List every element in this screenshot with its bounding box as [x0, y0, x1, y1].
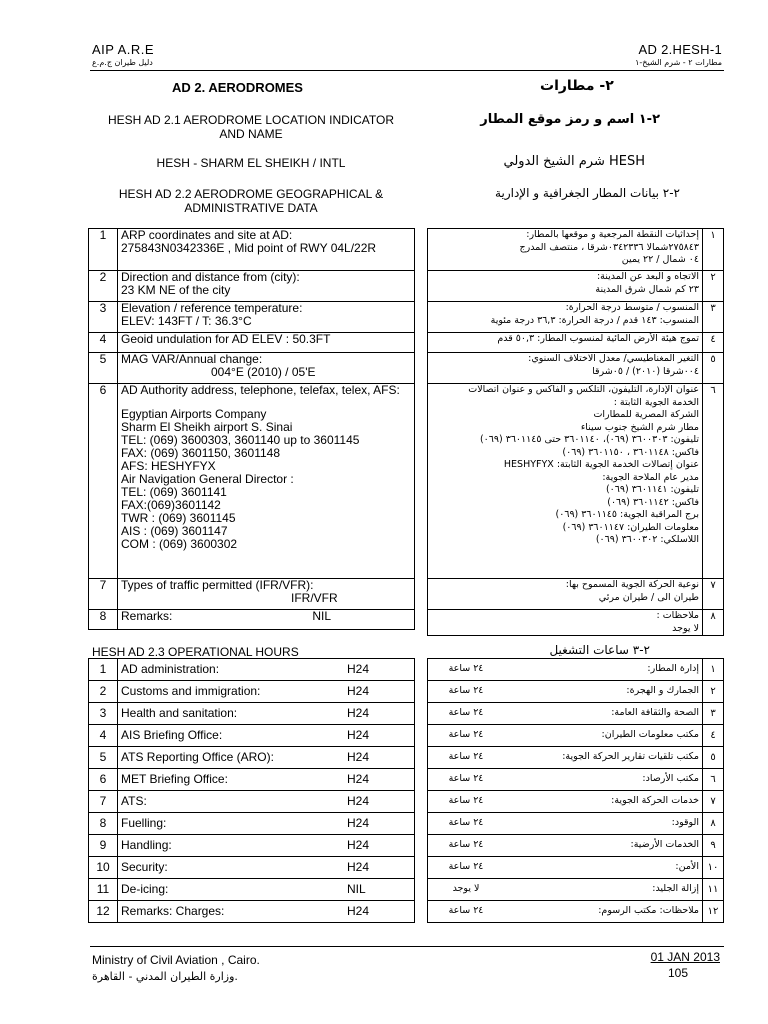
hours-row: [89, 659, 415, 681]
hours-number: 5: [89, 747, 118, 769]
row-line: Air Navigation General Director :: [121, 472, 294, 486]
row-line-arabic: تليفون: ٣٦٠٠٣٠٣ (٠٦٩)، ٣٦٠١١٤٠ حتى ٣٦٠١١٤٥ (٠٦٩): [479, 434, 699, 445]
row-line-arabic: مطار شرم الشيخ جنوب سيناء: [580, 421, 699, 433]
row-number: 2: [89, 271, 118, 302]
row-line-arabic: ٢٧٥٨٤٣شمالا ٠٣٤٢٣٣٦شرقا ، منتصف المدرج: [519, 241, 699, 253]
row-line-arabic: عنوان إتصالات الخدمة الجوية الثابتة: HESHYFYX: [503, 459, 699, 470]
row-number: 7: [89, 579, 118, 610]
geo-row-arabic: [428, 384, 724, 579]
hours-value-arabic: ٢٤ ساعة: [428, 681, 505, 703]
footer-rule: [90, 946, 724, 947]
hours-service: ATS Reporting Office (ARO):: [121, 750, 274, 764]
hours-row: [89, 813, 415, 835]
hours-number: 10: [89, 857, 118, 879]
page-number: 105: [667, 966, 688, 980]
hours-service-arabic: خدمات الحركة الجوية:: [504, 791, 703, 813]
hours-number-arabic: ٨: [703, 813, 724, 835]
row-line: Remarks:: [121, 609, 173, 623]
hours-number: 3: [89, 703, 118, 725]
hours-number-arabic: ٧: [703, 791, 724, 813]
row-line-arabic: ملاحظات :: [656, 610, 699, 621]
hours-value: NIL: [347, 882, 366, 896]
hours-value-arabic: ٢٤ ساعة: [428, 813, 505, 835]
row-text-arabic: [428, 333, 703, 353]
header-right: AD 2.HESH-1: [638, 42, 722, 57]
row-line-arabic: لا يوجد: [672, 622, 699, 634]
hours-service: Security:: [121, 860, 168, 874]
row-line: AD Authority address, telephone, telefax, telex, AFS:: [121, 383, 400, 397]
row-line: AIS : (069) 3601147: [121, 524, 228, 538]
hours-service: Fuelling:: [121, 816, 167, 830]
row-line: Direction and distance from (city):: [121, 270, 300, 284]
hours-label: [118, 835, 415, 857]
row-number: 8: [89, 610, 118, 630]
hours-service-arabic: إدارة المطار:: [504, 659, 703, 681]
row-line: FAX: (069) 3601150, 3601148: [121, 446, 281, 460]
geo-row-arabic: [428, 610, 724, 636]
row-line: COM : (069) 3600302: [121, 537, 238, 551]
hours-value-arabic: ٢٤ ساعة: [428, 659, 505, 681]
row-line-arabic: ٠٠٤شرقا (٢٠١٠) / ٠٥شرقا: [592, 365, 699, 377]
geo-row-arabic: [428, 333, 724, 353]
hours-value: H24: [347, 684, 370, 698]
hours-value: H24: [347, 794, 370, 808]
row-number: 3: [89, 302, 118, 333]
row-text-arabic: [428, 353, 703, 384]
header-rule: [90, 70, 724, 71]
hours-row-arabic: [428, 703, 724, 725]
geo-admin-table: [88, 228, 415, 630]
footer-date: 01 JAN 2013: [650, 950, 720, 964]
row-line: ELEV: 143FT / T: 36.3°C: [121, 314, 252, 328]
hours-service: Customs and immigration:: [121, 684, 261, 698]
row-line-arabic: اللاسلكي: ٣٦٠٠٣٠٢ (٠٦٩): [595, 534, 699, 545]
hours-value-arabic: ٢٤ ساعة: [428, 835, 505, 857]
row-line-arabic: تموج هيئة الأرض المائية لمنسوب المطار: ٥٠,٣ قدم: [497, 333, 699, 344]
row-text-arabic: [428, 610, 703, 636]
hours-row-arabic: [428, 901, 724, 923]
hours-row-arabic: [428, 813, 724, 835]
hours-value-arabic: لا يوجد: [428, 879, 505, 901]
row-line: 004°E (2010) / 05'E: [211, 365, 316, 379]
row-line: 23 KM NE of the city: [121, 283, 231, 297]
row-text: [118, 333, 415, 353]
row-number-arabic: ٥: [703, 353, 724, 384]
hours-label: [118, 813, 415, 835]
geo-row-arabic: [428, 229, 724, 271]
row-text: [118, 229, 415, 271]
row-text-arabic: [428, 271, 703, 302]
hours-number-arabic: ٥: [703, 747, 724, 769]
row-line: NIL: [312, 609, 332, 623]
hours-value: H24: [347, 728, 370, 742]
row-text-arabic: [428, 229, 703, 271]
hours-number: 2: [89, 681, 118, 703]
section-2-1-title-line2: AND NAME: [219, 127, 283, 141]
row-number: 4: [89, 333, 118, 353]
row-line: Geoid undulation for AD ELEV : 50.3FT: [121, 332, 331, 346]
row-text: [118, 302, 415, 333]
operational-hours-table: [88, 658, 415, 923]
row-line: FAX:(069)3601142: [121, 498, 221, 512]
hours-value-arabic: ٢٤ ساعة: [428, 901, 505, 923]
geo-row-arabic: [428, 271, 724, 302]
row-number: 1: [89, 229, 118, 271]
row-line: Types of traffic permitted (IFR/VFR):: [121, 578, 314, 592]
geo-row: [89, 610, 415, 630]
hours-value: H24: [347, 750, 370, 764]
hours-row-arabic: [428, 835, 724, 857]
hours-service: MET Briefing Office:: [121, 772, 228, 786]
hours-value-arabic: ٢٤ ساعة: [428, 747, 505, 769]
hours-number-arabic: ٢: [703, 681, 724, 703]
row-text-arabic: [428, 302, 703, 333]
hours-number: 7: [89, 791, 118, 813]
row-line-arabic: ٠٤ شمال / ٢٢ يمين: [621, 254, 699, 265]
row-line: MAG VAR/Annual change:: [121, 352, 263, 366]
hours-label: [118, 725, 415, 747]
row-number-arabic: ٦: [703, 384, 724, 579]
row-number-arabic: ٢: [703, 271, 724, 302]
row-line-arabic: فاكس: ٣٦٠١١٤٨ ، ٣٦٠١١٥٠ (٠٦٩): [562, 446, 699, 458]
hours-label: [118, 769, 415, 791]
hours-service: AD administration:: [121, 662, 220, 676]
hours-row: [89, 901, 415, 923]
hours-value-arabic: ٢٤ ساعة: [428, 791, 505, 813]
section-2-1-title-line1: HESH AD 2.1 AERODROME LOCATION INDICATOR: [107, 113, 395, 127]
hours-label: [118, 703, 415, 725]
hours-service-arabic: الجمارك و الهجرة:: [504, 681, 703, 703]
row-number-arabic: ٨: [703, 610, 724, 636]
hours-number-arabic: ١٢: [703, 901, 724, 923]
row-number-arabic: ٤: [703, 333, 724, 353]
row-number-arabic: ١: [703, 229, 724, 271]
hours-number: 8: [89, 813, 118, 835]
hours-label: [118, 791, 415, 813]
geo-row-arabic: [428, 302, 724, 333]
row-line: TWR : (069) 3601145: [121, 511, 236, 525]
hours-row-arabic: [428, 857, 724, 879]
hours-value: H24: [347, 706, 370, 720]
section-2-2-title-line1: HESH AD 2.2 AERODROME GEOGRAPHICAL &: [118, 187, 384, 201]
header-left: AIP A.R.E: [92, 42, 155, 57]
hours-row: [89, 857, 415, 879]
row-line-arabic: برج المراقبة الجوية: ٣٦٠١١٤٥ (٠٦٩): [555, 509, 699, 520]
aerodrome-name: HESH - SHARM EL SHEIKH / INTL: [156, 156, 346, 170]
footer-ministry: Ministry of Civil Aviation , Cairo.: [92, 953, 260, 967]
hours-label: [118, 681, 415, 703]
section-2-1-title: [92, 113, 410, 141]
row-line-arabic: عنوان الإدارة، التليفون، التلكس و الفاكس و عنوان اتصالات: [468, 384, 699, 395]
hours-value: H24: [347, 838, 370, 852]
hours-service-arabic: مكتب الأرصاد:: [504, 769, 703, 791]
hours-row: [89, 835, 415, 857]
hours-row: [89, 725, 415, 747]
row-line: Sharm El Sheikh airport S. Sinai: [121, 420, 293, 434]
row-line-arabic: الاتجاه و البعد عن المدينة:: [596, 271, 699, 282]
hours-value: H24: [347, 662, 370, 676]
geo-row: [89, 271, 415, 302]
row-line-arabic: ٢٣ كم شمال شرق المدينة: [595, 283, 699, 295]
geo-row: [89, 579, 415, 610]
hours-number: 6: [89, 769, 118, 791]
hours-row: [89, 769, 415, 791]
page-title: AD 2. AERODROMES: [172, 80, 303, 95]
row-line-arabic: المنسوب: ١٤٣ قدم / درجة الحرارة: ٣٦,٣ درجة مئوية: [490, 314, 699, 326]
row-line-arabic: الشركة المصرية للمطارات: [593, 409, 699, 420]
hours-row-arabic: [428, 747, 724, 769]
hours-number-arabic: ٦: [703, 769, 724, 791]
header-right-arabic: مطارات ٢ - شرم الشيخ-١: [635, 58, 722, 67]
row-number-arabic: ٣: [703, 302, 724, 333]
hours-number: 9: [89, 835, 118, 857]
section-2-3-title: HESH AD 2.3 OPERATIONAL HOURS: [92, 645, 299, 659]
section-2-3-title-arabic: ٢-٣ ساعات التشغيل: [549, 643, 650, 657]
row-line: 275843N0342336E , Mid point of RWY 04L/22R: [121, 241, 377, 255]
hours-number: 1: [89, 659, 118, 681]
row-text: [118, 610, 415, 630]
hours-row-arabic: [428, 725, 724, 747]
hours-label: [118, 901, 415, 923]
row-line: Egyptian Airports Company: [121, 407, 267, 421]
row-text: [118, 384, 415, 579]
hours-row-arabic: [428, 791, 724, 813]
hours-service: Health and sanitation:: [121, 706, 238, 720]
page-title-arabic: ٢- مطارات: [540, 78, 614, 94]
section-2-1-title-arabic: ٢-١ اسم و رمز موقع المطار: [480, 112, 660, 127]
hours-value: H24: [347, 860, 370, 874]
hours-service: ATS:: [121, 794, 147, 808]
hours-service-arabic: الخدمات الأرضية:: [504, 835, 703, 857]
row-line: TEL: (069) 3601141: [121, 485, 227, 499]
section-2-2-title-arabic: ٢-٢ بيانات المطار الجغرافية و الإدارية: [495, 186, 680, 200]
hours-service-arabic: ملاحظات: مكتب الرسوم:: [504, 901, 703, 923]
hours-value-arabic: ٢٤ ساعة: [428, 703, 505, 725]
geo-row: [89, 229, 415, 271]
hours-row: [89, 879, 415, 901]
hours-label: [118, 747, 415, 769]
header-left-arabic: دليل طيران ج.م.ع: [92, 58, 153, 67]
geo-admin-table-arabic: [427, 228, 724, 636]
hours-service-arabic: الصحة والثقافة العامة:: [504, 703, 703, 725]
footer-ministry-arabic: وزارة الطيران المدني - القاهرة.: [92, 970, 238, 983]
hours-value-arabic: ٢٤ ساعة: [428, 857, 505, 879]
hours-value: H24: [347, 816, 370, 830]
aerodrome-name-arabic: HESH شرم الشيخ الدولي: [503, 154, 645, 169]
geo-row-arabic: [428, 579, 724, 610]
section-2-2-title: [92, 187, 410, 215]
row-text: [118, 271, 415, 302]
hours-row-arabic: [428, 659, 724, 681]
hours-service-arabic: الأمن:: [504, 857, 703, 879]
row-line: ARP coordinates and site at AD:: [121, 228, 293, 242]
row-line-arabic: معلومات الطيران: ٣٦٠١١٤٧ (٠٦٩): [562, 521, 699, 533]
hours-service-arabic: مكتب تلقيات تقارير الحركة الجوية:: [504, 747, 703, 769]
row-line: TEL: (069) 3600303, 3601140 up to 3601145: [121, 433, 360, 447]
geo-row-arabic: [428, 353, 724, 384]
hours-number-arabic: ١١: [703, 879, 724, 901]
row-line-arabic: نوعية الحركة الجوية المسموح بها:: [565, 579, 699, 590]
row-number: 5: [89, 353, 118, 384]
geo-row: [89, 302, 415, 333]
hours-number: 4: [89, 725, 118, 747]
row-text-arabic: [428, 384, 703, 579]
hours-label: [118, 879, 415, 901]
row-line-arabic: مدير عام الملاحة الجوية:: [602, 471, 699, 483]
hours-number-arabic: ٤: [703, 725, 724, 747]
hours-value-arabic: ٢٤ ساعة: [428, 725, 505, 747]
hours-service: De-icing:: [121, 882, 169, 896]
row-text-arabic: [428, 579, 703, 610]
hours-row-arabic: [428, 681, 724, 703]
hours-value: H24: [347, 904, 370, 918]
hours-service-arabic: الوقود:: [504, 813, 703, 835]
hours-number-arabic: ١: [703, 659, 724, 681]
hours-number: 12: [89, 901, 118, 923]
row-text: [118, 353, 415, 384]
hours-number-arabic: ٣: [703, 703, 724, 725]
hours-value: H24: [347, 772, 370, 786]
row-number-arabic: ٧: [703, 579, 724, 610]
row-line-arabic: المنسوب / متوسط درجة الحرارة:: [565, 302, 699, 313]
hours-label: [118, 857, 415, 879]
operational-hours-table-arabic: [427, 658, 724, 923]
section-2-2-title-line2: ADMINISTRATIVE DATA: [184, 201, 318, 215]
hours-service: AIS Briefing Office:: [121, 728, 223, 742]
hours-row: [89, 703, 415, 725]
hours-row: [89, 791, 415, 813]
row-line: AFS: HESHYFYX: [121, 459, 216, 473]
row-line-arabic: التغير المغناطيسي/ معدل الاختلاف السنوي:: [528, 353, 699, 364]
row-number: 6: [89, 384, 118, 579]
hours-value-arabic: ٢٤ ساعة: [428, 769, 505, 791]
row-line-arabic: الخدمة الجوية الثابتة :: [613, 396, 699, 408]
hours-label: [118, 659, 415, 681]
hours-number-arabic: ١٠: [703, 857, 724, 879]
hours-row-arabic: [428, 879, 724, 901]
hours-number: 11: [89, 879, 118, 901]
row-line-arabic: فاكس: ٣٦٠١١٤٢ (٠٦٩): [607, 496, 699, 508]
hours-row: [89, 681, 415, 703]
row-line-arabic: إحداثيات النقطة المرجعية و موقعها بالمطار:: [526, 229, 699, 240]
hours-row-arabic: [428, 769, 724, 791]
row-text: [118, 579, 415, 610]
row-line-arabic: طيران الى / طيران مرئي: [598, 591, 699, 603]
hours-service-arabic: مكتب معلومات الطيران:: [504, 725, 703, 747]
hours-row: [89, 747, 415, 769]
row-line: Elevation / reference temperature:: [121, 301, 303, 315]
row-line-arabic: تليفون: ٣٦٠١١٤١ (٠٦٩): [605, 484, 699, 495]
geo-row: [89, 333, 415, 353]
row-line: IFR/VFR: [291, 591, 338, 605]
hours-service-arabic: إزالة الجليد:: [504, 879, 703, 901]
geo-row: [89, 353, 415, 384]
hours-service: Remarks: Charges:: [121, 904, 225, 918]
hours-service: Handling:: [121, 838, 172, 852]
hours-number-arabic: ٩: [703, 835, 724, 857]
geo-row: [89, 384, 415, 579]
